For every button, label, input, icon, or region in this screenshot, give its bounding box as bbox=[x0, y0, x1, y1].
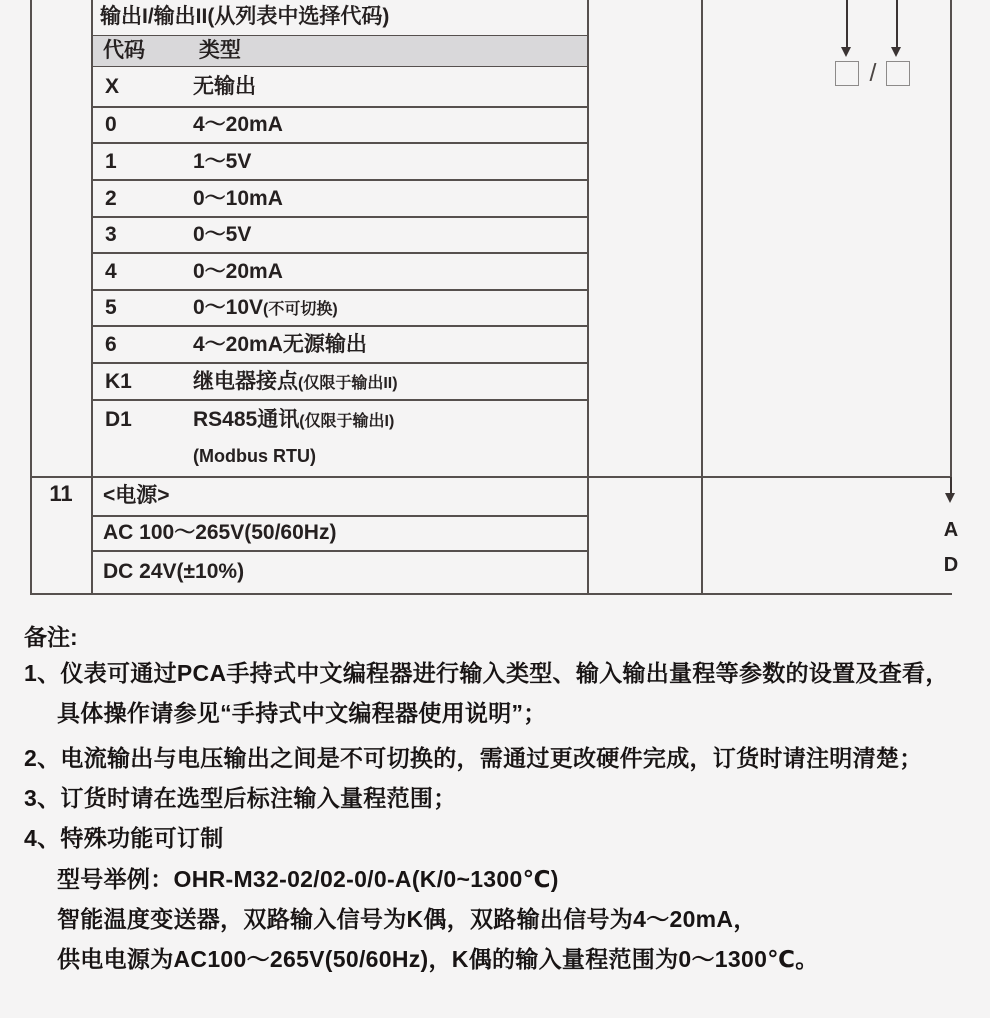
row-code: 2 bbox=[105, 187, 117, 210]
row-type: 4～20mA无源输出 bbox=[193, 333, 367, 356]
row-code: 1 bbox=[105, 150, 117, 173]
note-line: 1、仪表可通过PCA手持式中文编程器进行输入类型、输入输出量程等参数的设置及查看， bbox=[24, 660, 949, 686]
power-option-row bbox=[93, 551, 587, 593]
table-row bbox=[93, 217, 587, 253]
power-down-arrow-head bbox=[945, 493, 955, 503]
note-line: 4、特殊功能可订制 bbox=[24, 825, 224, 851]
note-line: 供电电源为AC100～265V(50/60Hz)，K偶的输入量程范围为0～1300℃。 bbox=[57, 946, 819, 972]
table-row bbox=[93, 143, 587, 180]
row-code: D1 bbox=[105, 408, 132, 431]
row-code: 3 bbox=[105, 223, 117, 246]
row-type: 无输出 bbox=[193, 75, 256, 98]
note-line: 2、电流输出与电压输出之间是不可切换的，需通过更改硬件完成，订货时请注明清楚； bbox=[24, 745, 923, 771]
slash-separator: / bbox=[869, 59, 877, 87]
power-option-ac: AC 100～265V(50/60Hz) bbox=[103, 521, 337, 544]
table-row bbox=[93, 363, 587, 400]
row-code: 6 bbox=[105, 333, 117, 356]
down-arrow-1 bbox=[846, 0, 848, 48]
row-code: 5 bbox=[105, 296, 117, 319]
table-row bbox=[93, 400, 587, 477]
power-down-arrow bbox=[950, 477, 952, 494]
table-row bbox=[93, 290, 587, 326]
row-code: 4 bbox=[105, 260, 117, 283]
row-type: 1～5V bbox=[193, 150, 252, 173]
code-column-header: 代码 bbox=[103, 39, 145, 62]
output2-code-box bbox=[886, 61, 910, 86]
note-line: 具体操作请参见“手持式中文编程器使用说明”； bbox=[57, 700, 547, 726]
down-arrow-1-head bbox=[841, 47, 851, 57]
down-arrow-2-head bbox=[891, 47, 901, 57]
power-title: <电源> bbox=[103, 484, 170, 507]
row-code: 0 bbox=[105, 113, 117, 136]
row-code: X bbox=[105, 75, 120, 98]
type-column-header: 类型 bbox=[198, 39, 241, 62]
row-type: RS485通讯 bbox=[193, 408, 300, 431]
row-code: K1 bbox=[105, 370, 132, 393]
notes-title: 备注: bbox=[24, 624, 78, 650]
row-type: 4～20mA bbox=[193, 113, 283, 136]
table-row bbox=[93, 253, 587, 290]
power-code-d: D bbox=[943, 554, 959, 576]
table-row bbox=[93, 66, 587, 107]
row-type: 0～10mA bbox=[193, 187, 283, 210]
row-note: (仅限于输出II) bbox=[298, 375, 398, 392]
power-title-row bbox=[93, 477, 587, 515]
row-type: 0～20mA bbox=[193, 260, 283, 283]
row-note: (仅限于输出I) bbox=[299, 413, 395, 430]
inner-table-right-divider bbox=[587, 0, 589, 595]
note-line: 型号举例：OHR-M32-02/02-0/0-A(K/0~1300℃) bbox=[57, 866, 559, 892]
modbus-note: (Modbus RTU) bbox=[193, 446, 316, 466]
output-section-header-label: 输出I/输出II(从列表中选择代码) bbox=[100, 5, 390, 28]
row-type: 0～10V bbox=[193, 296, 264, 319]
row-note: (不可切换) bbox=[263, 301, 338, 318]
table-bottom-border bbox=[30, 593, 952, 595]
output-section-header bbox=[93, 0, 587, 36]
down-arrow-2 bbox=[896, 0, 898, 48]
middle-column-divider bbox=[701, 0, 703, 595]
output1-code-box bbox=[835, 61, 859, 86]
note-line: 3、订货时请在选型后标注输入量程范围； bbox=[24, 785, 457, 811]
row-type: 继电器接点 bbox=[193, 370, 298, 393]
note-line: 智能温度变送器，双路输入信号为K偶，双路输出信号为4～20mA， bbox=[57, 906, 757, 932]
table-row bbox=[93, 180, 587, 217]
column-header-row bbox=[93, 36, 587, 66]
table-row bbox=[93, 326, 587, 363]
power-row-number: 11 bbox=[49, 481, 73, 506]
power-option-dc: DC 24V(±10%) bbox=[103, 560, 245, 583]
row-type: 0～5V bbox=[193, 223, 252, 246]
power-code-a: A bbox=[943, 519, 959, 541]
table-right-border bbox=[950, 0, 952, 477]
power-option-row bbox=[93, 516, 587, 550]
table-row bbox=[93, 107, 587, 143]
